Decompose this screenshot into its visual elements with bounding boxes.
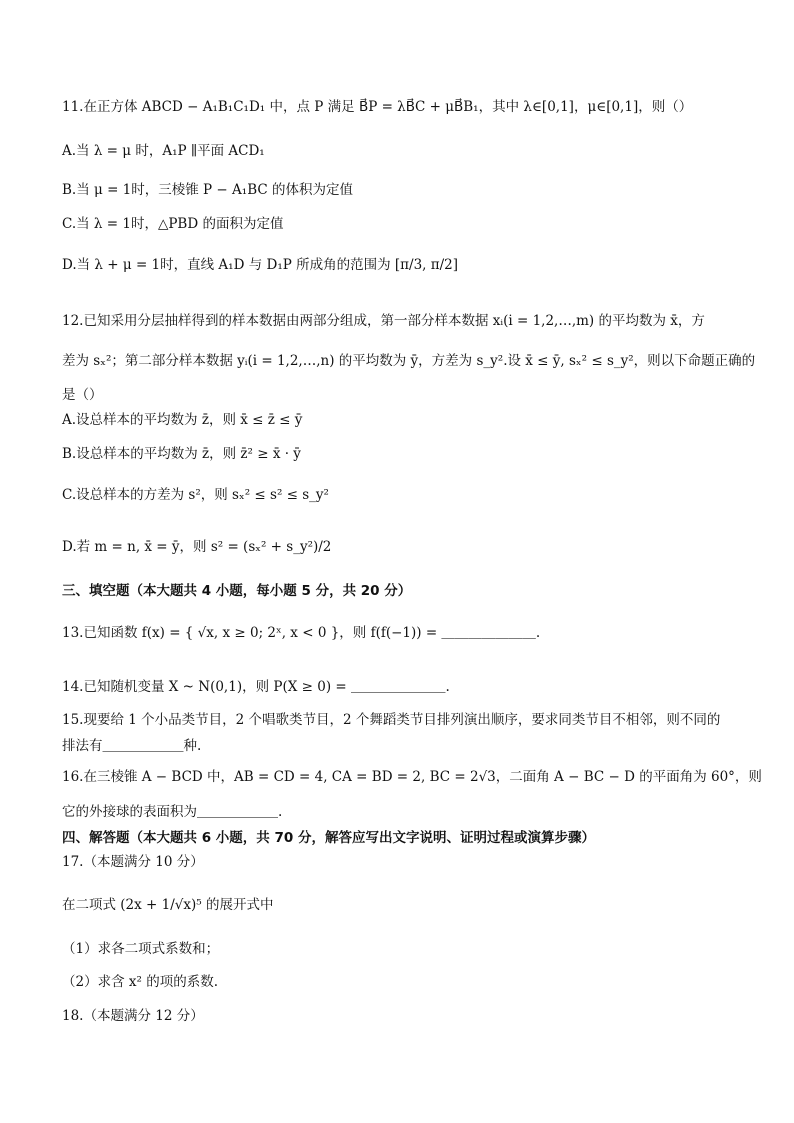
q18-title: 18.（本题满分 12 分）: [62, 1008, 204, 1024]
q11-option-c: C.当 λ = 1时，△PBD 的面积为定值: [62, 216, 284, 232]
q12-option-c: C.设总样本的方差为 s²，则 sₓ² ≤ s² ≤ s_y²: [62, 487, 329, 503]
q12-stem-line1: 12.已知采用分层抽样得到的样本数据由两部分组成，第一部分样本数据 xᵢ(i = 1,2,…,m) 的平均数为 x̄，方: [62, 313, 705, 329]
q11-option-a: A.当 λ = μ 时，A₁P ∥平面 ACD₁: [62, 143, 265, 159]
q14: 14.已知随机变量 X ~ N(0,1)，则 P(X ≥ 0) = ＿＿＿＿＿＿＿.: [62, 679, 450, 695]
section-3-heading: 三、填空题（本大题共 4 小题，每小题 5 分，共 20 分）: [62, 583, 412, 599]
q17-title: 17.（本题满分 10 分）: [62, 854, 204, 870]
q16-line1: 16.在三棱锥 A − BCD 中，AB = CD = 4, CA = BD = 2, BC = 2√3，二面角 A − BC − D 的平面角为 60°，则: [62, 769, 762, 785]
q12-option-a: A.设总样本的平均数为 z̄，则 x̄ ≤ z̄ ≤ ȳ: [62, 412, 303, 428]
q12-stem-line3: 是（）: [62, 387, 103, 403]
q16-line2: 它的外接球的表面积为＿＿＿＿＿＿.: [62, 804, 283, 820]
q13: 13.已知函数 f(x) = { √x, x ≥ 0; 2ˣ, x < 0 }，则 f(f(−1)) = ＿＿＿＿＿＿＿.: [62, 625, 541, 641]
q11-option-b: B.当 μ = 1时，三棱锥 P − A₁BC 的体积为定值: [62, 182, 353, 198]
q12-stem-line2: 差为 sₓ²；第二部分样本数据 yᵢ(i = 1,2,…,n) 的平均数为 ȳ，方差为 s_y².设 x̄ ≤ ȳ, sₓ² ≤ s_y²，则以下命题正确的: [62, 353, 756, 369]
q17-stem: 在二项式 (2x + 1/√x)⁵ 的展开式中: [62, 897, 274, 913]
q12-option-d: D.若 m = n, x̄ = ȳ，则 s² = (sₓ² + s_y²)/2: [62, 539, 332, 555]
q11-stem: 11.在正方体 ABCD − A₁B₁C₁D₁ 中，点 P 满足 B⃗P = λB⃗C + μB⃗B₁，其中 λ∈[0,1]，μ∈[0,1]，则（）: [62, 99, 693, 115]
section-4-heading: 四、解答题（本大题共 6 小题，共 70 分，解答应写出文字说明、证明过程或演算步骤）: [62, 830, 595, 846]
q12-option-b: B.设总样本的平均数为 z̄，则 z̄² ≥ x̄ · ȳ: [62, 446, 301, 462]
q15-line1: 15.现要给 1 个小品类节目，2 个唱歌类节目，2 个舞蹈类节目排列演出顺序，要求同类节目不相邻，则不同的: [62, 712, 721, 728]
q11-option-d: D.当 λ + μ = 1时，直线 A₁D 与 D₁P 所成角的范围为 [π/3, π/2]: [62, 257, 459, 273]
q17-part2: （2）求含 x² 的项的系数.: [62, 974, 218, 990]
q15-line2: 排法有＿＿＿＿＿＿种.: [62, 738, 202, 754]
q17-part1: （1）求各二项式系数和；: [62, 941, 220, 957]
